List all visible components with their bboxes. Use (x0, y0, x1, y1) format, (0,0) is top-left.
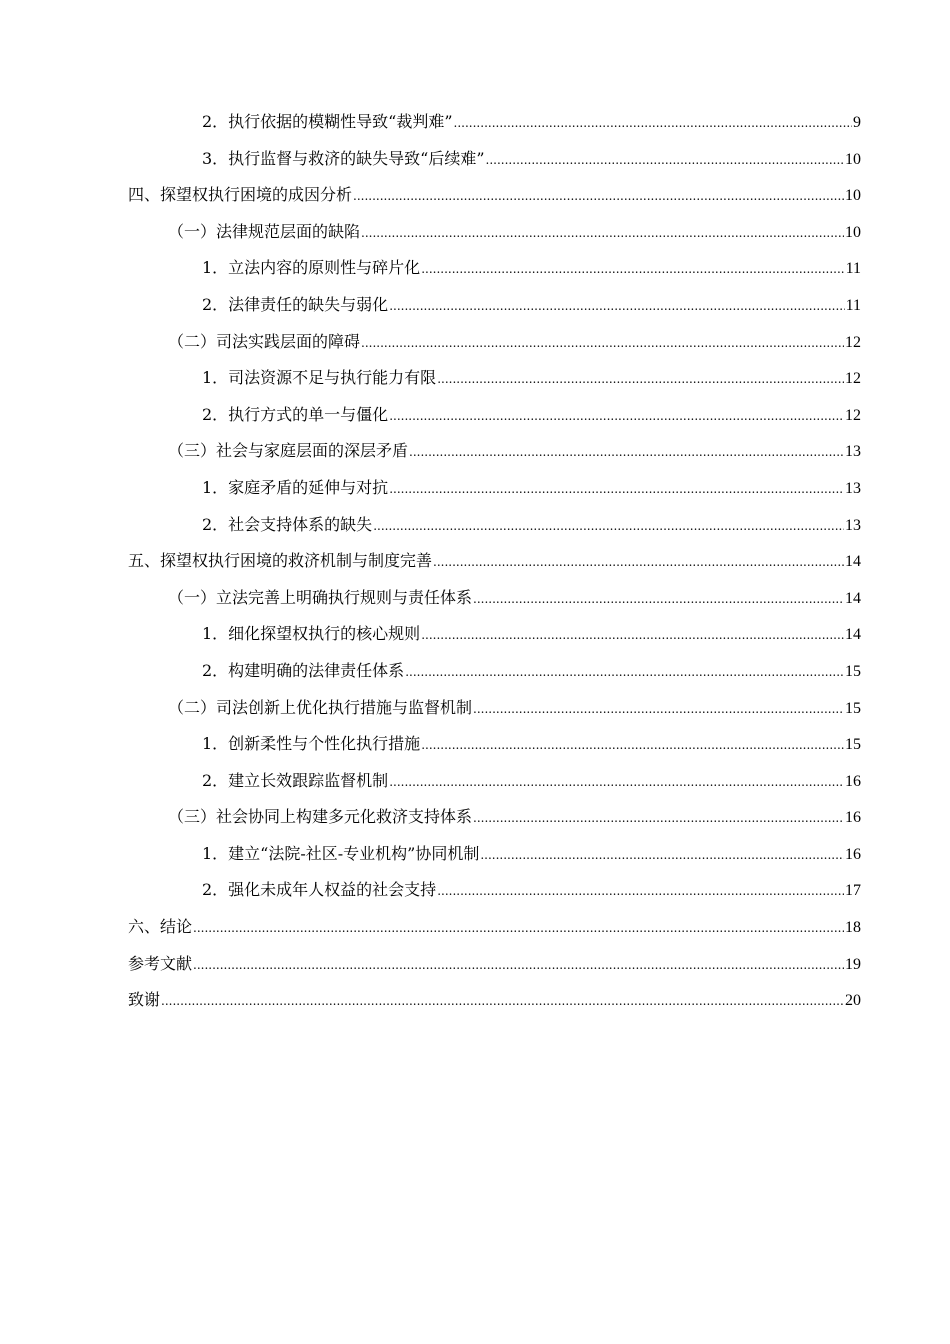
toc-entry-title: 2．强化未成年人权益的社会支持 (202, 880, 437, 900)
toc-entry[interactable] (128, 804, 861, 841)
toc-entry-title: 2．法律责任的缺失与弱化 (202, 294, 389, 314)
toc-entry-page-number: 16 (845, 809, 861, 827)
toc-dot-leader (437, 884, 844, 898)
toc-entry-title: （三）社会协同上构建多元化救济支持体系 (168, 807, 473, 827)
toc-entry[interactable] (128, 951, 861, 988)
toc-dot-leader (421, 738, 844, 752)
toc-entry[interactable] (128, 658, 861, 695)
toc-entry-title: 1．细化探望权执行的核心规则 (202, 624, 421, 644)
toc-dot-leader (389, 775, 844, 789)
toc-entry-page-number: 15 (845, 736, 861, 754)
toc-entry-page-number: 17 (845, 882, 861, 900)
toc-dot-leader (473, 702, 844, 716)
toc-entry-title: （二）司法实践层面的障碍 (168, 331, 361, 351)
toc-entry-page-number: 12 (845, 406, 861, 424)
toc-entry-title: 致谢 (128, 990, 161, 1010)
toc-entry-title: 2．构建明确的法律责任体系 (202, 660, 405, 680)
toc-dot-leader (473, 592, 844, 606)
toc-dot-leader (353, 189, 844, 203)
toc-entry-page-number: 14 (845, 589, 861, 607)
toc-entry-page-number: 19 (845, 955, 861, 973)
toc-entry[interactable] (128, 475, 861, 512)
toc-dot-leader (421, 628, 844, 642)
toc-entry-page-number: 18 (845, 919, 861, 937)
toc-entry[interactable] (128, 621, 861, 658)
toc-entry-title: 1．立法内容的原则性与碎片化 (202, 258, 421, 278)
table-of-contents (128, 109, 861, 1024)
toc-entry-title: 五、探望权执行困境的救济机制与制度完善 (128, 551, 433, 571)
toc-entry-page-number: 13 (845, 516, 861, 534)
toc-entry-page-number: 20 (845, 992, 861, 1010)
toc-entry-title: （一）法律规范层面的缺陷 (168, 221, 361, 241)
toc-dot-leader (409, 445, 844, 459)
toc-dot-leader (193, 958, 844, 972)
toc-entry-page-number: 10 (845, 187, 861, 205)
toc-entry[interactable] (128, 877, 861, 914)
toc-entry-page-number: 15 (845, 662, 861, 680)
toc-entry-page-number: 16 (845, 772, 861, 790)
toc-entry-page-number: 11 (845, 296, 861, 314)
toc-entry[interactable] (128, 438, 861, 475)
toc-dot-leader (361, 226, 844, 240)
toc-entry-title: 六、结论 (128, 917, 193, 937)
toc-entry-title: （三）社会与家庭层面的深层矛盾 (168, 441, 409, 461)
toc-entry[interactable] (128, 731, 861, 768)
toc-dot-leader (389, 482, 844, 496)
toc-entry-title: 1．建立“法院-社区-专业机构”协同机制 (202, 843, 480, 863)
toc-entry-title: （二）司法创新上优化执行措施与监督机制 (168, 697, 473, 717)
toc-entry-page-number: 14 (845, 626, 861, 644)
toc-dot-leader (437, 372, 844, 386)
toc-entry-title: 四、探望权执行困境的成因分析 (128, 185, 353, 205)
toc-entry[interactable] (128, 402, 861, 439)
toc-dot-leader (361, 336, 844, 350)
toc-dot-leader (454, 116, 852, 130)
toc-entry[interactable] (128, 146, 861, 183)
toc-entry-page-number: 12 (845, 333, 861, 351)
toc-entry[interactable] (128, 512, 861, 549)
toc-entry[interactable] (128, 914, 861, 951)
toc-entry-title: 2．建立长效跟踪监督机制 (202, 770, 389, 790)
toc-entry[interactable] (128, 695, 861, 732)
toc-entry-page-number: 10 (845, 223, 861, 241)
toc-entry[interactable] (128, 329, 861, 366)
toc-entry-title: 参考文献 (128, 953, 193, 973)
toc-entry-title: 1．家庭矛盾的延伸与对抗 (202, 477, 389, 497)
toc-entry-title: 2．社会支持体系的缺失 (202, 514, 373, 534)
toc-entry-title: 1．创新柔性与个性化执行措施 (202, 734, 421, 754)
toc-entry[interactable] (128, 292, 861, 329)
toc-entry[interactable] (128, 365, 861, 402)
toc-entry[interactable] (128, 841, 861, 878)
toc-entry-title: 2．执行依据的模糊性导致“裁判难” (202, 112, 453, 131)
toc-entry-page-number: 14 (845, 553, 861, 571)
toc-entry-page-number: 10 (845, 150, 861, 168)
toc-entry-page-number: 16 (845, 845, 861, 863)
toc-entry-title: 2．执行方式的单一与僵化 (202, 404, 389, 424)
toc-dot-leader (193, 921, 844, 935)
toc-entry-page-number: 11 (845, 260, 861, 278)
toc-entry[interactable] (128, 255, 861, 292)
toc-entry-title: （一）立法完善上明确执行规则与责任体系 (168, 587, 473, 607)
toc-dot-leader (389, 299, 844, 313)
toc-dot-leader (480, 848, 844, 862)
toc-dot-leader (389, 409, 844, 423)
toc-dot-leader (421, 262, 844, 276)
toc-entry[interactable] (128, 548, 861, 585)
toc-entry[interactable] (128, 182, 861, 219)
toc-entry-page-number: 13 (845, 479, 861, 497)
toc-entry[interactable] (128, 585, 861, 622)
toc-dot-leader (473, 811, 844, 825)
toc-entry[interactable] (128, 768, 861, 805)
toc-entry-title: 1．司法资源不足与执行能力有限 (202, 368, 437, 388)
toc-dot-leader (405, 665, 844, 679)
toc-dot-leader (486, 153, 844, 167)
toc-entry-page-number: 9 (853, 114, 861, 131)
toc-entry-page-number: 12 (845, 370, 861, 388)
toc-entry-title: 3．执行监督与救济的缺失导致“后续难” (202, 148, 485, 168)
toc-entry-page-number: 15 (845, 699, 861, 717)
toc-dot-leader (373, 519, 844, 533)
toc-dot-leader (433, 555, 844, 569)
toc-entry[interactable] (128, 219, 861, 256)
toc-entry-page-number: 13 (845, 443, 861, 461)
toc-entry[interactable] (128, 987, 861, 1024)
toc-dot-leader (161, 994, 844, 1008)
toc-entry[interactable] (128, 109, 861, 146)
